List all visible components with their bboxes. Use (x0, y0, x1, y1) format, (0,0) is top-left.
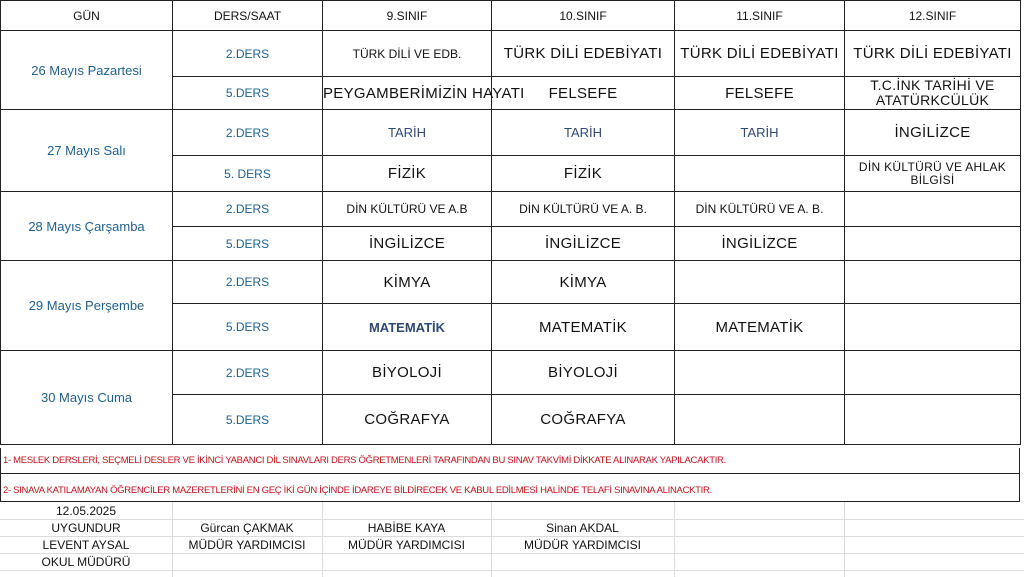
exam-cell: KİMYA (492, 261, 675, 304)
day-cell: 29 Mayıs Perşembe (1, 261, 173, 351)
exam-cell: TARİH (492, 110, 675, 156)
exam-cell: DİN KÜLTÜRÜ VE A. B. (675, 192, 845, 227)
exam-cell: KİMYA (323, 261, 492, 304)
exam-cell (675, 395, 845, 445)
day-cell: 28 Mayıs Çarşamba (1, 192, 173, 261)
note-1: 1- MESLEK DERSLERİ, SEÇMELİ DESLER VE İKİNCİ YABANCI DİL SINAVLARI DERS ÖĞRETMENLERİ TARAFINDAN BU SINAV TAKVİMİ DİKKATE ALINARAK YAPILACAKTIR. (0, 448, 1020, 474)
exam-cell: TÜRK DİLİ EDEBİYATI (675, 31, 845, 77)
exam-cell (845, 351, 1021, 395)
exam-cell (845, 192, 1021, 227)
exam-cell: FELSEFE (675, 77, 845, 110)
header-grade-11: 11.SINIF (675, 1, 845, 31)
table-row (1, 192, 1021, 227)
deputy-3-title: MÜDÜR YARDIMCISI (524, 538, 641, 552)
header-grade-10: 10.SINIF (492, 1, 675, 31)
exam-cell: MATEMATİK (675, 304, 845, 351)
exam-cell: BİYOLOJİ (492, 351, 675, 395)
grid-line (844, 502, 845, 577)
exam-cell: TÜRK DİLİ VE EDB. (323, 31, 492, 77)
grid-line (0, 570, 1024, 571)
hour-cell: 5.DERS (173, 77, 323, 110)
hour-cell: 5.DERS (173, 227, 323, 261)
grid-line (0, 536, 1024, 537)
day-cell: 30 Mayıs Cuma (1, 351, 173, 445)
header-row (1, 1, 1021, 31)
exam-cell (845, 395, 1021, 445)
table-row (1, 110, 1021, 156)
exam-cell: FİZİK (323, 156, 492, 192)
exam-cell (845, 261, 1021, 304)
grid-line (674, 502, 675, 577)
exam-cell: BİYOLOJİ (323, 351, 492, 395)
hour-cell: 5.DERS (173, 395, 323, 445)
exam-cell: İNGİLİZCE (323, 227, 492, 261)
grid-line (0, 519, 1024, 520)
exam-cell: İNGİLİZCE (675, 227, 845, 261)
exam-cell (845, 227, 1021, 261)
exam-cell (675, 156, 845, 192)
day-cell: 27 Mayıs Salı (1, 110, 173, 192)
principal-name: LEVENT AYSAL (42, 538, 130, 552)
day-cell: 26 Mayıs Pazartesi (1, 31, 173, 110)
exam-cell: DİN KÜLTÜRÜ VE AHLAK BİLGİSİ (845, 156, 1021, 192)
grid-line (0, 553, 1024, 554)
principal-title: OKUL MÜDÜRÜ (41, 555, 131, 569)
deputy-2-title: MÜDÜR YARDIMCISI (348, 538, 465, 552)
table-row (1, 31, 1021, 77)
exam-cell: COĞRAFYA (492, 395, 675, 445)
hour-cell: 2.DERS (173, 351, 323, 395)
header-day: GÜN (1, 1, 173, 31)
exam-cell: MATEMATİK (323, 304, 492, 351)
footer-date: 12.05.2025 (55, 504, 117, 518)
exam-cell: DİN KÜLTÜRÜ VE A.B (323, 192, 492, 227)
table-row (1, 261, 1021, 304)
exam-cell: MATEMATİK (492, 304, 675, 351)
hour-cell: 2.DERS (173, 192, 323, 227)
exam-cell: T.C.İNK TARİHİ VE ATATÜRKCÜLÜK (845, 77, 1021, 110)
exam-cell: TARİH (675, 110, 845, 156)
hour-cell: 2.DERS (173, 261, 323, 304)
hour-cell: 5.DERS (173, 304, 323, 351)
note-2: 2- SINAVA KATILAMAYAN ÖĞRENCİLER MAZERETLERİNİ EN GEÇ İKİ GÜN İÇİNDE İDAREYE BİLDİRECEK VE KABUL EDİLMESİ HALİNDE TELAFİ SINAVINA ALINACKTIR. (0, 474, 1020, 502)
exam-cell: TÜRK DİLİ EDEBİYATI (845, 31, 1021, 77)
exam-cell: TÜRK DİLİ EDEBİYATI (492, 31, 675, 77)
deputy-1-title: MÜDÜR YARDIMCISI (188, 538, 306, 552)
footer-approval: UYGUNDUR (51, 521, 121, 535)
exam-cell (675, 261, 845, 304)
deputy-2-name: HABİBE KAYA (367, 521, 446, 535)
hour-cell: 2.DERS (173, 110, 323, 156)
exam-cell: İNGİLİZCE (845, 110, 1021, 156)
exam-cell: FELSEFE (492, 77, 675, 110)
deputy-1-name: Gürcan ÇAKMAK (200, 521, 294, 535)
exam-cell: PEYGAMBERİMİZİN HAYATI (323, 77, 492, 110)
hour-cell: 2.DERS (173, 31, 323, 77)
exam-cell (845, 304, 1021, 351)
exam-cell: COĞRAFYA (323, 395, 492, 445)
exam-cell: DİN KÜLTÜRÜ VE A. B. (492, 192, 675, 227)
exam-cell: TARİH (323, 110, 492, 156)
header-grade-12: 12.SINIF (845, 1, 1021, 31)
exam-cell: FİZİK (492, 156, 675, 192)
header-hour: DERS/SAAT (173, 1, 323, 31)
deputy-3-name: Sinan AKDAL (546, 521, 619, 535)
exam-cell (675, 351, 845, 395)
header-grade-9: 9.SINIF (323, 1, 492, 31)
table-row (1, 351, 1021, 395)
hour-cell: 5. DERS (173, 156, 323, 192)
exam-cell: İNGİLİZCE (492, 227, 675, 261)
